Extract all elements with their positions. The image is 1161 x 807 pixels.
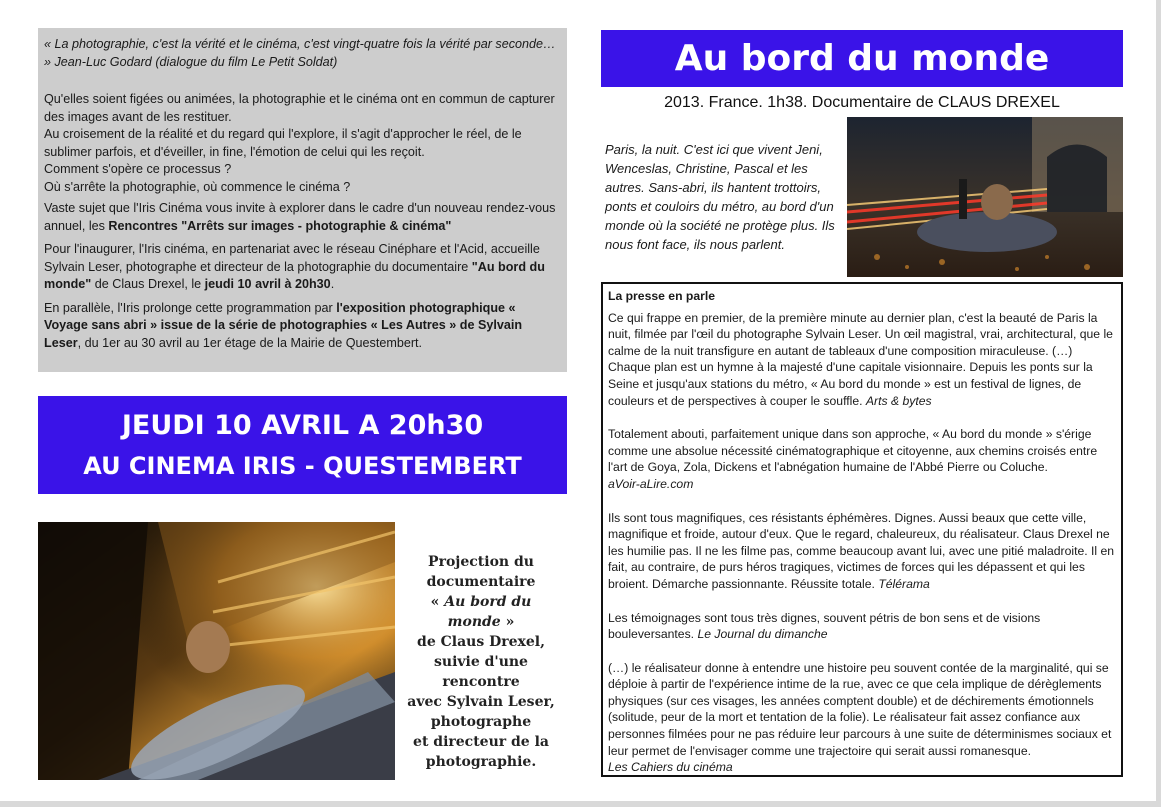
inauguration-paragraph: Pour l'inaugurer, l'Iris cinéma, en partenariat avec le réseau Cinéphare et l'Acid, accueille Sylvain Leser, photographe et directeur de la photographie du documentaire "Au bord du monde" de Claus Drexel, le jeudi 10 avril à 20h30. bbox=[44, 242, 545, 291]
event-banner bbox=[38, 396, 567, 494]
intro-paragraph: Qu'elles soient figées ou animées, la photographie et le cinéma ont en commun de capturer des images avant de les restituer. Au croisement de la réalité et du regard qui l'explore, il s'agit d'approcher le réel, de le sublimer parfois, et d'éveiller, in fine, l'émotion de celui qui les reçoit. Comment s'opère ce processus ? Où s'arrête la photographie, où commence le cinéma ? bbox=[44, 92, 555, 194]
arc-de-triomphe-photo bbox=[847, 117, 1123, 277]
press-source: Le Journal du dimanche bbox=[697, 627, 828, 642]
press-reviews bbox=[601, 282, 1123, 777]
press-source: Les Cahiers du cinéma bbox=[608, 760, 733, 775]
godard-quote: « La photographie, c'est la vérité et le cinéma, c'est vingt-quatre fois la vérité par seconde… » Jean-Luc Godard (dialogue du film Le Petit Soldat) bbox=[44, 37, 556, 69]
press-item: Totalement abouti, parfaitement unique dans son approche, « Au bord du monde » s'érige comme une absolue nécessité cinématographique et citoyenne, aux chemins croisés entre l'art de Goya, Zola, Dickens et l'abnégation humaine de l'Abbé Pierre ou Coluche. aVoir-aLire.com bbox=[608, 427, 1098, 491]
rencontres-paragraph: Vaste sujet que l'Iris Cinéma vous invite à explorer dans le cadre d'un nouveau rendez-vous annuel, les Rencontres "Arrêts sur images - photographie & cinéma" bbox=[44, 201, 556, 233]
intro-box bbox=[38, 28, 567, 372]
press-source: Télérama bbox=[878, 576, 930, 591]
page-right-edge bbox=[1156, 0, 1161, 807]
event-date: JEUDI 10 AVRIL A 20h30 bbox=[121, 410, 484, 441]
metro-sleeper-photo bbox=[38, 522, 395, 780]
press-item: Ils sont tous magnifiques, ces résistants éphémères. Dignes. Aussi beaux que cette ville, magnifique et froide, autour d'eux. Que le regard, chaleureux, du réalisateur. Claus Drexel ne les humilie pas. Il ne les filme pas, comme beaucoup avant lui, avec une pitié maladroite. Il en fait, au contraire, de purs héros tragiques, victimes de forces qui les dépassent et qui les broient. Démarche passionnante. Réussite totale. Télérama bbox=[608, 510, 1115, 591]
exposition-paragraph: En parallèle, l'Iris prolonge cette programmation par l'exposition photographique « Voyage sans abri » issue de la série de photographies « Les Autres » de Sylvain Leser, du 1er au 30 avril au 1er étage de la Mairie de Questembert. bbox=[44, 300, 523, 350]
press-source: aVoir-aLire.com bbox=[608, 476, 694, 491]
press-item: (…) le réalisateur donne à entendre une histoire peu souvent contée de la marginalité, qui se déploie à partir de l'expérience intime de la rue, avec ce que cela implique de dérèglements physiques (sur ces visages, les années comptent double) et de déchirements émotionnels (solitude, peur de la mort et tentation de la folie). Le réalisateur fait assez confiance aux personnes filmées pour ne pas réduire leur parcours à une suite de déterminismes sociaux et leur permet de l'envisager comme une trajectoire qui serait aussi romanesque. Les Cahiers du cinéma bbox=[608, 660, 1112, 775]
press-item: Les témoignages sont tous très dignes, souvent pétris de bon sens et de visions bouleversantes. Le Journal du dimanche bbox=[608, 610, 1041, 642]
projection-caption: Projection du documentaire « Au bord du monde » de Claus Drexel, suivie d'une rencontre avec Sylvain Leser, photographe et directeur de la photographie. bbox=[407, 554, 555, 770]
film-synopsis: Paris, la nuit. C'est ici que vivent Jeni, Wenceslas, Christine, Pascal et les autres. Sans-abri, ils hantent trottoirs, ponts et couloirs du métro, au bord d'un monde où la société ne protège plus. Ils nous font face, ils nous parlent. bbox=[605, 142, 835, 252]
film-info: 2013. France. 1h38. Documentaire de CLAUS DREXEL bbox=[664, 94, 1060, 111]
press-source: Arts & bytes bbox=[865, 393, 932, 408]
film-title: Au bord du monde bbox=[601, 30, 1123, 87]
event-location: AU CINEMA IRIS - QUESTEMBERT bbox=[83, 452, 522, 480]
press-heading: La presse en parle bbox=[608, 289, 716, 303]
page-bottom-edge bbox=[0, 801, 1161, 807]
press-item: Ce qui frappe en premier, de la première minute au dernier plan, c'est la beauté de Paris la nuit, filmée par l'œil du photographe Sylvain Leser. Un œil magistral, vrai, architectural, que le calme de la nuit transfigure en autant de tableaux d'une composition miraculeuse. (…) Chaque plan est un hymne à la majesté d'une capitale visionnaire. Depuis les ponts sur la Seine et jusqu'aux stations du métro, « Au bord du monde » est un festival de lignes, de couleurs et de perspectives à couper le souffle. Arts & bytes bbox=[608, 310, 1113, 408]
